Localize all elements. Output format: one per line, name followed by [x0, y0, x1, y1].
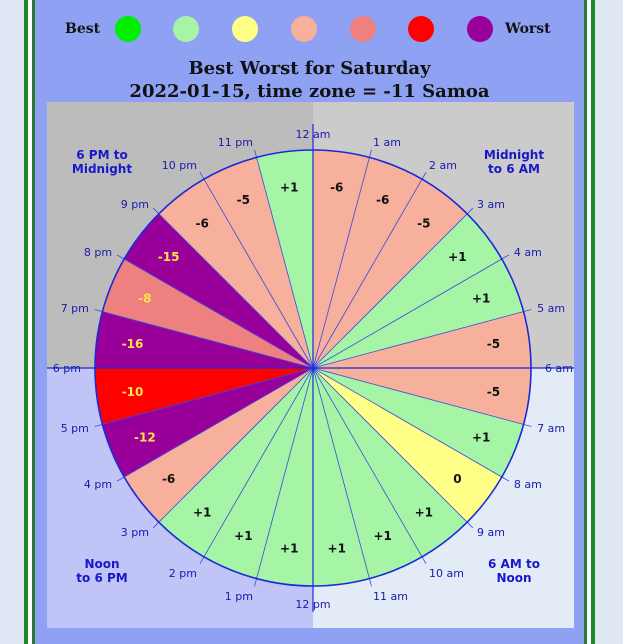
quadrant-label-bottom-left-0: Noon [84, 557, 120, 571]
slice-value-label-2: -5 [417, 216, 431, 231]
slice-value-label-20: -15 [157, 250, 180, 265]
hour-label-13: 1 pm [224, 590, 253, 604]
legend-swatch-3 [232, 16, 258, 42]
hour-label-17: 5 pm [60, 422, 89, 436]
legend-swatch-2 [173, 16, 199, 42]
slice-value-label-23: +1 [280, 180, 299, 195]
slice-value-label-6: -5 [486, 384, 501, 399]
slice-value-label-11: +1 [327, 541, 346, 556]
slice-value-label-21: -6 [195, 216, 209, 231]
legend [35, 12, 584, 46]
hour-label-4: 4 am [513, 246, 542, 259]
hour-label-22: 10 pm [161, 159, 197, 173]
slice-value-label-14: +1 [193, 505, 212, 520]
slice-value-label-7: +1 [471, 430, 491, 445]
quadrant-label-top-right-1: to 6 AM [488, 162, 540, 176]
legend-swatch-7 [467, 16, 493, 42]
hour-label-15: 3 pm [120, 526, 149, 540]
slice-value-label-5: -5 [486, 337, 501, 352]
quadrant-label-bottom-left-1: to 6 PM [76, 571, 128, 585]
hour-label-0: 12 am [295, 128, 331, 141]
slice-value-label-17: -10 [121, 384, 144, 399]
hour-label-23: 11 pm [217, 135, 253, 149]
main-panel [35, 0, 584, 644]
legend-best-label: Best [65, 21, 101, 37]
hour-label-12: 12 pm [295, 598, 331, 611]
legend-swatch-5 [350, 16, 376, 42]
hour-label-18: 6 pm [52, 362, 81, 375]
slice-value-label-9: +1 [414, 505, 433, 520]
hour-label-16: 4 pm [83, 478, 113, 491]
hour-label-8: 8 am [513, 478, 542, 491]
hour-label-11: 11 am [373, 590, 408, 604]
hour-label-20: 8 pm [83, 246, 113, 259]
hour-label-2: 2 am [429, 159, 457, 173]
slice-value-label-16: -12 [134, 430, 156, 445]
slice-value-label-15: -6 [161, 471, 176, 486]
quadrant-label-top-right-0: Midnight [483, 148, 545, 162]
legend-swatch-6 [408, 16, 434, 42]
legend-worst-label: Worst [505, 21, 551, 37]
hour-label-3: 3 am [477, 197, 506, 211]
legend-swatch-4 [291, 16, 317, 42]
quadrant-label-top-left-0: 6 PM to [76, 148, 128, 162]
legend-swatch-1 [115, 16, 141, 42]
hour-label-19: 7 pm [60, 301, 89, 315]
slice-value-label-4: +1 [471, 291, 491, 306]
hour-label-10: 10 am [429, 566, 464, 580]
slice-value-label-19: -8 [138, 291, 152, 306]
hour-label-14: 2 pm [168, 566, 197, 580]
hour-label-7: 7 am [537, 422, 566, 436]
chart-title-line2: 2022-01-15, time zone = -11 Samoa [129, 81, 490, 102]
hour-label-5: 5 am [537, 301, 566, 315]
slice-value-label-0: -6 [330, 180, 344, 195]
slice-value-label-22: -5 [236, 192, 251, 207]
slice-value-label-13: +1 [234, 529, 253, 544]
quadrant-label-bottom-right-1: Noon [496, 571, 532, 585]
chart-area [47, 102, 574, 628]
chart-svg [47, 102, 574, 628]
slice-value-label-10: +1 [373, 529, 392, 544]
slice-value-label-12: +1 [280, 541, 299, 556]
slice-value-label-1: -6 [375, 192, 390, 207]
hour-label-6: 6 am [545, 362, 573, 375]
slice-value-label-18: -16 [121, 337, 144, 352]
slice-value-label-8: 0 [453, 471, 462, 486]
quadrant-label-bottom-right-0: 6 AM to [488, 557, 540, 571]
hour-label-9: 9 am [477, 526, 506, 540]
quadrant-label-top-left-1: Midnight [71, 162, 133, 176]
hour-label-1: 1 am [373, 135, 401, 149]
slice-value-label-3: +1 [448, 250, 467, 265]
hour-label-21: 9 pm [120, 197, 149, 211]
chart-title-line1: Best Worst for Saturday [188, 58, 431, 79]
